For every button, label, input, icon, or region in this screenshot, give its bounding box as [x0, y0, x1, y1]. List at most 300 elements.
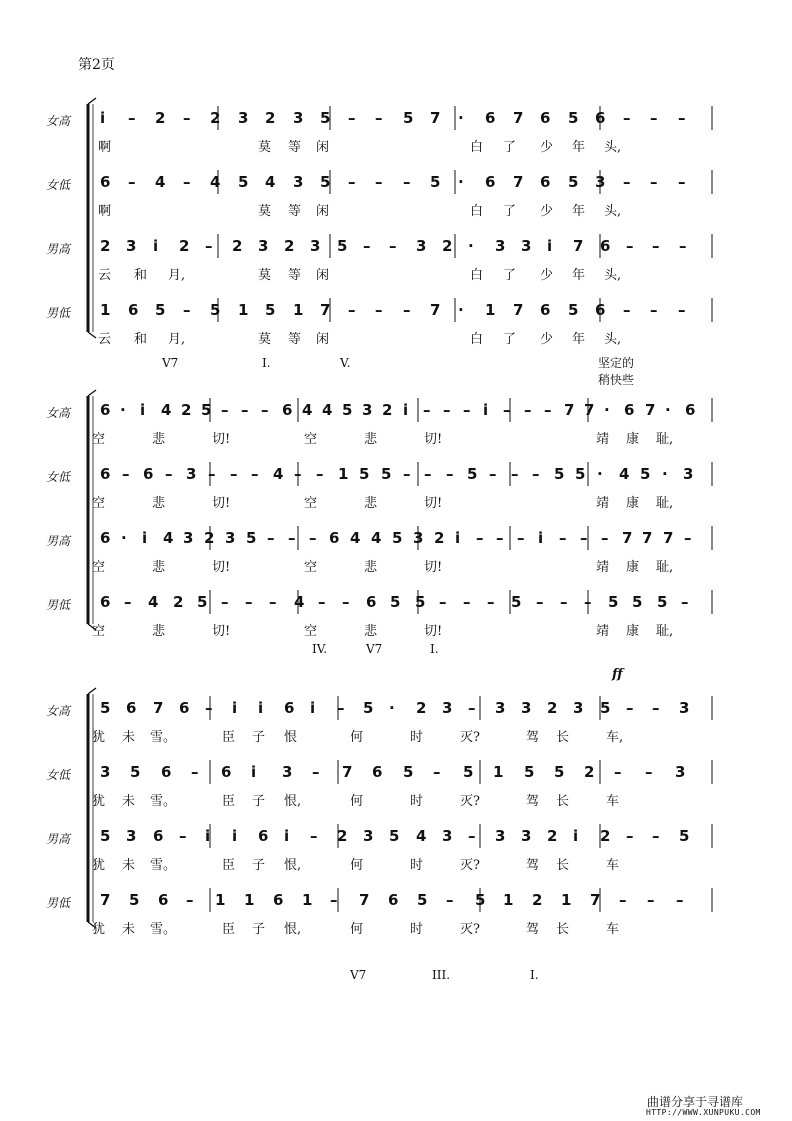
note-dash: –: [524, 401, 532, 419]
lyric: 耻,: [656, 432, 674, 447]
note-dash: –: [650, 173, 658, 191]
lyric: 驾: [526, 858, 540, 873]
note: 7: [513, 173, 524, 191]
lyric: 车: [606, 858, 620, 873]
note: 2: [232, 237, 243, 255]
lyric: 白: [470, 268, 484, 283]
lyric: 悲: [152, 496, 166, 511]
lyric: 白: [470, 204, 484, 219]
footer-site-url: HTTP://WWW.XUNPUKU.COM: [646, 1108, 761, 1117]
lyric: 未: [122, 794, 136, 809]
note-dash: –: [165, 465, 173, 483]
lyric: 莫: [258, 268, 272, 283]
note: 5: [568, 301, 579, 319]
voice-label: 女低: [46, 768, 71, 782]
note-dash: –: [446, 465, 454, 483]
lyric: 月,: [168, 268, 186, 283]
lyric: 年: [572, 332, 586, 347]
lyric: 切!: [424, 624, 443, 639]
note-dash: –: [614, 763, 622, 781]
note: 7: [564, 401, 575, 419]
lyric: 臣: [222, 858, 236, 873]
note-dash: –: [337, 699, 345, 717]
note: 6: [284, 699, 295, 717]
lyric: 长: [556, 858, 570, 873]
note-dash: –: [652, 237, 660, 255]
note-dash: –: [463, 401, 471, 419]
note: 6: [153, 827, 164, 845]
note: 3: [225, 529, 236, 547]
note: 4: [350, 529, 361, 547]
lyric: 悲: [152, 560, 166, 575]
note: 7: [100, 891, 111, 909]
note-dash: –: [205, 699, 213, 717]
note: 2: [173, 593, 184, 611]
lyric: 切!: [212, 432, 231, 447]
lyric: 康: [626, 496, 640, 511]
lyric: 臣: [222, 922, 236, 937]
note: 6: [100, 593, 111, 611]
lyric: 何: [350, 730, 364, 745]
note: 4: [371, 529, 382, 547]
voice-label: 女低: [46, 470, 71, 484]
note-dash: –: [310, 827, 318, 845]
lyric: 长: [556, 922, 570, 937]
note-dash: –: [241, 401, 249, 419]
note: ·: [121, 529, 127, 547]
note: 5: [363, 699, 374, 717]
note: 3: [595, 173, 606, 191]
note-dash: –: [678, 173, 686, 191]
note: 1: [215, 891, 226, 909]
note-dash: –: [684, 529, 692, 547]
note: 3: [310, 237, 321, 255]
lyric: 头,: [604, 204, 622, 219]
note: i: [483, 401, 489, 419]
note: 6: [221, 763, 232, 781]
note-dash: –: [375, 109, 383, 127]
lyric: 犹: [92, 794, 106, 809]
lyric: 少: [540, 140, 554, 155]
lyric: 康: [626, 624, 640, 639]
note: 3: [495, 237, 506, 255]
lyric: 时: [410, 922, 424, 937]
note-dash: –: [623, 173, 631, 191]
lyric: 啊: [98, 140, 112, 155]
note: i: [258, 699, 264, 717]
note-dash: –: [251, 465, 259, 483]
note: 6: [161, 763, 172, 781]
lyric: 靖: [596, 624, 610, 639]
note-dash: –: [544, 401, 552, 419]
note: 5: [554, 763, 565, 781]
system-bracket-hook: [88, 390, 96, 396]
note: 2: [337, 827, 348, 845]
note: 5: [265, 301, 276, 319]
lyric: 长: [556, 794, 570, 809]
note: 3: [521, 237, 532, 255]
note-dash: –: [476, 529, 484, 547]
note-dash: –: [681, 593, 689, 611]
lyric: 犹: [92, 922, 106, 937]
note-dash: –: [645, 763, 653, 781]
lyric: 雪。: [150, 730, 177, 745]
note: 6: [600, 237, 611, 255]
note: 2: [442, 237, 453, 255]
lyric: 空: [92, 496, 106, 511]
lyric: 莫: [258, 204, 272, 219]
note: 1: [493, 763, 504, 781]
voice-label: 女低: [46, 178, 71, 192]
note: 6: [372, 763, 383, 781]
note: 3: [258, 237, 269, 255]
note-dash: –: [294, 465, 302, 483]
lyric: 悲: [364, 432, 378, 447]
note-dash: –: [443, 401, 451, 419]
note-dash: –: [191, 763, 199, 781]
lyric: 靖: [596, 432, 610, 447]
note: 2: [265, 109, 276, 127]
note: 2: [382, 401, 393, 419]
note-dash: –: [584, 593, 592, 611]
note: 2: [434, 529, 445, 547]
note: 1: [302, 891, 313, 909]
note: 7: [584, 401, 595, 419]
voice-label: 女高: [46, 114, 71, 128]
note-dash: –: [128, 109, 136, 127]
lyric: 空: [304, 624, 318, 639]
note-dash: –: [389, 237, 397, 255]
note: 6: [126, 699, 137, 717]
note: 4: [302, 401, 313, 419]
lyric: 年: [572, 204, 586, 219]
note-dash: –: [221, 401, 229, 419]
note: i: [310, 699, 316, 717]
lyric: 臣: [222, 794, 236, 809]
note: 7: [153, 699, 164, 717]
lyric: 时: [410, 794, 424, 809]
note: ·: [597, 465, 603, 483]
note-dash: –: [433, 763, 441, 781]
note: 5: [342, 401, 353, 419]
note: 1: [561, 891, 572, 909]
note: 4: [155, 173, 166, 191]
lyric: 白: [470, 140, 484, 155]
lyric: 臣: [222, 730, 236, 745]
note: 1: [100, 301, 111, 319]
lyric: 啊: [98, 204, 112, 219]
note: 5: [100, 827, 111, 845]
note: 7: [663, 529, 674, 547]
lyric: 恨,: [284, 858, 302, 873]
lyric: 闲: [316, 268, 330, 283]
system-bracket-hook: [88, 98, 96, 104]
note-dash: –: [261, 401, 269, 419]
note-dash: –: [312, 763, 320, 781]
lyric: 灭?: [460, 922, 480, 937]
note: 5: [201, 401, 212, 419]
note-dash: –: [403, 173, 411, 191]
dynamic-marking: ff: [612, 667, 623, 682]
note: 3: [495, 827, 506, 845]
note: 1: [503, 891, 514, 909]
note: 6: [388, 891, 399, 909]
lyric: 年: [572, 140, 586, 155]
lyric: 切!: [212, 496, 231, 511]
lyric: 时: [410, 730, 424, 745]
note: 7: [622, 529, 633, 547]
note-dash: –: [403, 465, 411, 483]
chord-label: I.: [430, 642, 439, 656]
note: 3: [186, 465, 197, 483]
note-dash: –: [124, 593, 132, 611]
note: 5: [389, 827, 400, 845]
lyric: 灭?: [460, 794, 480, 809]
note-dash: –: [423, 401, 431, 419]
lyric: 闲: [316, 204, 330, 219]
note: 1: [485, 301, 496, 319]
voice-label: 男低: [46, 896, 71, 910]
footer-site-name: 曲谱分享于寻谱库: [647, 1095, 744, 1109]
chord-label: V.: [340, 356, 351, 370]
note-dash: –: [288, 529, 296, 547]
note: 5: [568, 109, 579, 127]
note: 6: [685, 401, 696, 419]
note: 6: [258, 827, 269, 845]
lyric: 头,: [604, 140, 622, 155]
note-dash: –: [678, 109, 686, 127]
lyric: 靖: [596, 496, 610, 511]
lyric: 何: [350, 858, 364, 873]
note: 5: [575, 465, 586, 483]
note: 7: [430, 301, 441, 319]
note: 1: [238, 301, 249, 319]
note: 4: [294, 593, 305, 611]
tempo-marking: 坚定的: [598, 356, 635, 370]
lyric: 少: [540, 332, 554, 347]
note: 5: [155, 301, 166, 319]
note: 5: [475, 891, 486, 909]
note: i: [538, 529, 544, 547]
lyric: 何: [350, 922, 364, 937]
note: 7: [645, 401, 656, 419]
lyric: 切!: [424, 496, 443, 511]
lyric: 子: [252, 858, 266, 873]
lyric: 雪。: [150, 794, 177, 809]
lyric: 悲: [364, 624, 378, 639]
note: i: [205, 827, 211, 845]
note: 5: [100, 699, 111, 717]
note-dash: –: [439, 593, 447, 611]
note: 6: [100, 529, 111, 547]
note: 3: [293, 173, 304, 191]
lyric: 雪。: [150, 922, 177, 937]
note-dash: –: [375, 173, 383, 191]
note: 3: [282, 763, 293, 781]
note: 7: [513, 109, 524, 127]
note: 5: [403, 763, 414, 781]
note-dash: –: [318, 593, 326, 611]
lyric: 车,: [606, 730, 624, 745]
note-dash: –: [183, 173, 191, 191]
lyric: 莫: [258, 332, 272, 347]
note: 3: [183, 529, 194, 547]
system-bracket-hook: [88, 332, 96, 338]
note-dash: –: [676, 891, 684, 909]
note: 3: [416, 237, 427, 255]
lyric: 子: [252, 730, 266, 745]
note: i: [142, 529, 148, 547]
lyric: 空: [304, 560, 318, 575]
note: 4: [322, 401, 333, 419]
note-dash: –: [532, 465, 540, 483]
note-dash: –: [559, 529, 567, 547]
lyric: 等: [288, 204, 302, 219]
lyric: 头,: [604, 332, 622, 347]
note: 5: [320, 109, 331, 127]
note: ·: [604, 401, 610, 419]
note: 6: [282, 401, 293, 419]
note: 3: [238, 109, 249, 127]
lyric: 车: [606, 794, 620, 809]
voice-label: 女高: [46, 406, 71, 420]
lyric: 未: [122, 922, 136, 937]
lyric: 靖: [596, 560, 610, 575]
lyric: 空: [304, 432, 318, 447]
note-dash: –: [208, 465, 216, 483]
lyric: 空: [304, 496, 318, 511]
note: 3: [521, 827, 532, 845]
lyric: 雪。: [150, 858, 177, 873]
note: 6: [100, 465, 111, 483]
voice-label: 男低: [46, 598, 71, 612]
note: 5: [679, 827, 690, 845]
note: i: [403, 401, 409, 419]
note: 2: [547, 827, 558, 845]
note: ·: [458, 301, 464, 319]
note: i: [140, 401, 146, 419]
note-dash: –: [560, 593, 568, 611]
lyric: 和: [134, 332, 148, 347]
note: 6: [100, 401, 111, 419]
chord-label: III.: [432, 968, 451, 982]
note: 2: [532, 891, 543, 909]
note: 5: [554, 465, 565, 483]
note: 5: [524, 763, 535, 781]
note: 4: [619, 465, 630, 483]
lyric: 何: [350, 794, 364, 809]
note-dash: –: [309, 529, 317, 547]
note: 7: [342, 763, 353, 781]
note: ·: [458, 109, 464, 127]
note-dash: –: [446, 891, 454, 909]
chord-label: V7: [162, 356, 179, 370]
voice-label: 女高: [46, 704, 71, 718]
lyric: 等: [288, 268, 302, 283]
note: 6: [100, 173, 111, 191]
note-dash: –: [245, 593, 253, 611]
note-dash: –: [348, 109, 356, 127]
lyric: 车: [606, 922, 620, 937]
note: 2: [155, 109, 166, 127]
note-dash: –: [375, 301, 383, 319]
note: 6: [273, 891, 284, 909]
note: 4: [148, 593, 159, 611]
note: 3: [442, 699, 453, 717]
note: 5: [608, 593, 619, 611]
voice-label: 男高: [46, 242, 71, 256]
lyric: 悲: [364, 560, 378, 575]
lyric: 耻,: [656, 560, 674, 575]
note-dash: –: [626, 827, 634, 845]
note: ·: [468, 237, 474, 255]
lyric: 悲: [364, 496, 378, 511]
lyric: 灭?: [460, 730, 480, 745]
note-dash: –: [463, 593, 471, 611]
note-dash: –: [489, 465, 497, 483]
note: 5: [403, 109, 414, 127]
page-number-label: 第2页: [78, 57, 115, 73]
lyric: 了: [503, 204, 517, 219]
note: 2: [584, 763, 595, 781]
lyric: 云: [98, 268, 112, 283]
note: 7: [642, 529, 653, 547]
note-dash: –: [221, 593, 229, 611]
lyric: 头,: [604, 268, 622, 283]
note: 7: [590, 891, 601, 909]
lyric: 了: [503, 140, 517, 155]
note: i: [100, 109, 106, 127]
note: 4: [210, 173, 221, 191]
note: 6: [128, 301, 139, 319]
note: 7: [359, 891, 370, 909]
note-dash: –: [403, 301, 411, 319]
note: 3: [362, 401, 373, 419]
lyric: 恨,: [284, 922, 302, 937]
lyric: 耻,: [656, 496, 674, 511]
note: 2: [181, 401, 192, 419]
note: i: [573, 827, 579, 845]
tempo-marking: 稍快些: [598, 373, 635, 387]
note: 1: [244, 891, 255, 909]
lyric: 康: [626, 432, 640, 447]
note: ·: [665, 401, 671, 419]
note-dash: –: [128, 173, 136, 191]
lyric: 犹: [92, 730, 106, 745]
lyric: 少: [540, 204, 554, 219]
note: ·: [458, 173, 464, 191]
note-dash: –: [316, 465, 324, 483]
note: 6: [485, 173, 496, 191]
note-dash: –: [650, 301, 658, 319]
note-dash: –: [348, 301, 356, 319]
note-dash: –: [468, 699, 476, 717]
lyric: 康: [626, 560, 640, 575]
note: 4: [273, 465, 284, 483]
lyric: 犹: [92, 858, 106, 873]
lyric: 恨,: [284, 794, 302, 809]
note: 5: [238, 173, 249, 191]
note: 4: [163, 529, 174, 547]
chord-label: V7: [366, 642, 383, 656]
note: 5: [417, 891, 428, 909]
lyric: 时: [410, 858, 424, 873]
note-dash: –: [517, 529, 525, 547]
lyric: 白: [470, 332, 484, 347]
note-dash: –: [267, 529, 275, 547]
note-dash: –: [601, 529, 609, 547]
note: 5: [210, 301, 221, 319]
